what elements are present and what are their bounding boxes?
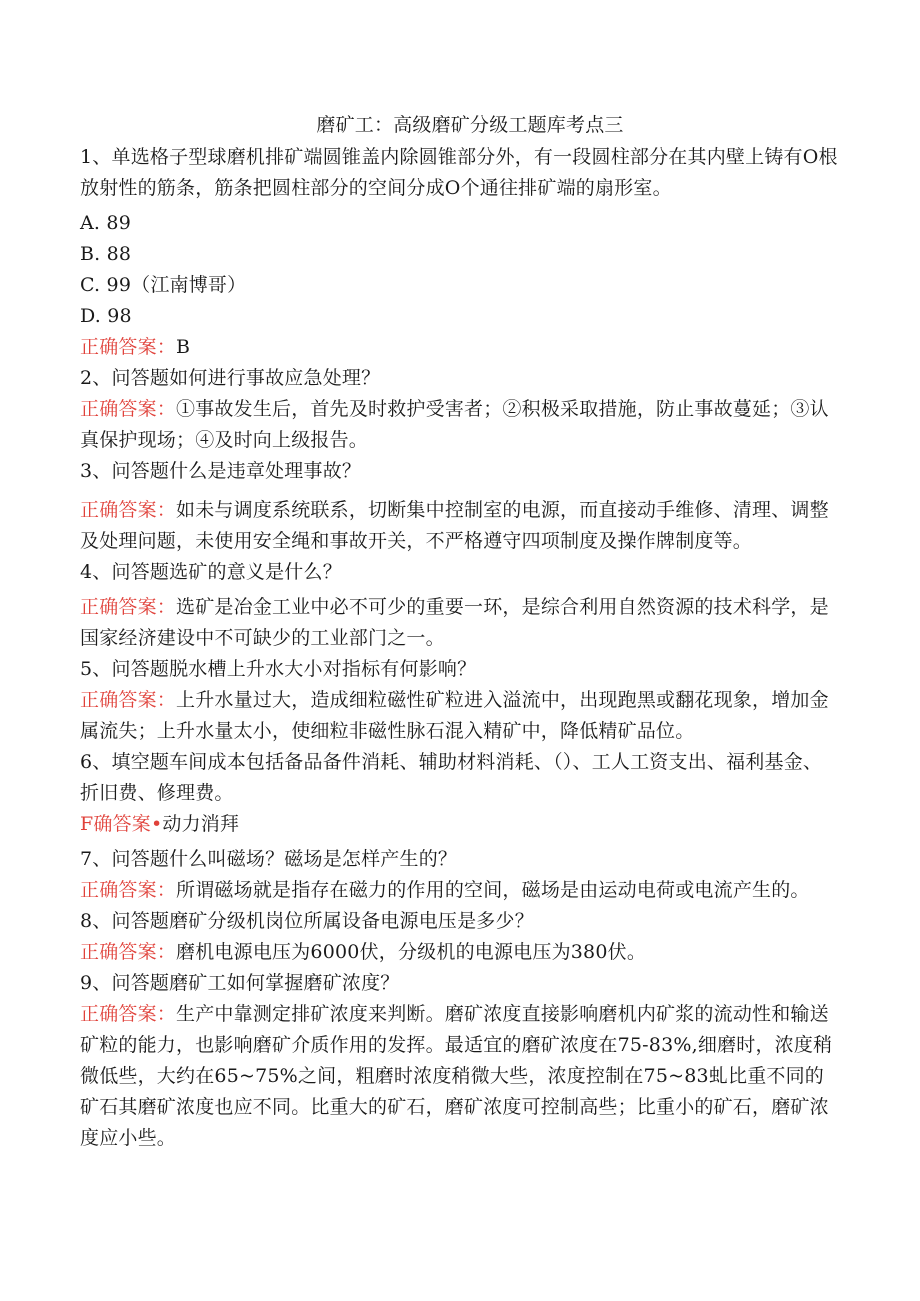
answer-label: 正确答案：	[80, 879, 177, 901]
answer-text: 动力消拜	[162, 813, 240, 835]
answer-text: 选矿是冶金工业中必不可少的重要一环，是综合利用自然资源的技术科学，是国家经济建设中不可缺少的工业部门之一。	[80, 596, 829, 649]
question-block-7	[80, 840, 840, 906]
answer-label: 正确答案：	[80, 941, 177, 963]
answer	[80, 592, 840, 654]
document-page	[80, 108, 840, 1154]
question-block-3	[80, 456, 840, 557]
answer-text: ①事故发生后，首先及时救护受害者；②积极采取措施，防止事故蔓延；③认真保护现场；④及时向上级报告。	[80, 398, 829, 451]
option-d: D. 98	[80, 305, 132, 327]
answer	[80, 332, 840, 363]
question-block-8	[80, 906, 840, 968]
question-text: 4、问答题选矿的意义是什么？	[80, 561, 342, 583]
answer-label: 正确答案：	[80, 1003, 177, 1025]
answer-text: 生产中靠测定排矿浓度来判断。磨矿浓度直接影响磨机内矿浆的流动性和输送矿粒的能力，也影响磨矿介质作用的发挥。最适宜的磨矿浓度在75-83%,细磨时，浓度稍微低些，大约在65~75%之间，粗磨时浓度稍微大些，浓度控制在75~83虬比重不同的矿石其磨矿浓度也应不同。比重大的矿石，磨矿浓度可控制高些；比重小的矿石，磨矿浓度应小些。	[80, 1003, 833, 1149]
answer-text: B	[176, 336, 191, 358]
answer-text: 如未与调度系统联系，切断集中控制室的电源，而直接动手维修、清理、调整及处理问题，未使用安全绳和事故开关，不严格遵守四项制度及操作牌制度等。	[80, 499, 829, 552]
answer	[80, 999, 840, 1154]
question-text: 3、问答题什么是违章处理事故？	[80, 460, 362, 482]
answer-text: 上升水量过大，造成细粒磁性矿粒进入溢流中，出现跑黑或翻花现象，增加金属流失；上升水量太小，使细粒非磁性脉石混入精矿中，降低精矿品位。	[80, 689, 829, 742]
page-title: 磨矿工：高级磨矿分级工题库考点三	[316, 114, 624, 136]
question-block-6	[80, 747, 840, 840]
question-block-2	[80, 363, 840, 456]
answer	[80, 685, 840, 747]
answer	[80, 875, 840, 906]
answer-label: 正确答案：	[80, 336, 177, 358]
answer	[80, 394, 840, 456]
question-block-5	[80, 654, 840, 747]
question-text: 1、单选格子型球磨机排矿端圆锥盖内除圆锥部分外，有一段圆柱部分在其内壁上铸有O根放射性的筋条，筋条把圆柱部分的空间分成O个通往排矿端的扇形室。	[80, 146, 838, 199]
answer-text: 所谓磁场就是指存在磁力的作用的空间，磁场是由运动电荷或电流产生的。	[176, 879, 810, 901]
question-text: 8、问答题磨矿分级机岗位所属设备电源电压是多少？	[80, 910, 534, 932]
answer-text: 磨机电源电压为6000伏，分级机的电源电压为380伏。	[176, 941, 647, 963]
question-block-4	[80, 557, 840, 654]
answer	[80, 495, 840, 557]
question-text: 9、问答题磨矿工如何掌握磨矿浓度？	[80, 972, 400, 994]
option-a: A. 89	[80, 212, 131, 234]
answer	[80, 937, 840, 968]
answer-label: 正确答案：	[80, 499, 177, 521]
answer-label: 正确答案：	[80, 689, 177, 711]
option-c: C. 99（江南博哥）	[80, 274, 247, 296]
answer-label: 正确答案：	[80, 596, 177, 618]
answer	[80, 809, 840, 840]
answer-label: F确答案•	[80, 813, 163, 835]
option-b: B. 88	[80, 243, 132, 265]
question-block-9	[80, 968, 840, 1154]
question-text: 6、填空题车间成本包括备品备件消耗、辅助材料消耗、（）、工人工资支出、福利基金、折旧费、修理费。	[80, 751, 823, 804]
question-text: 7、问答题什么叫磁场？磁场是怎样产生的？	[80, 848, 458, 870]
question-text: 5、问答题脱水槽上升水大小对指标有何影响？	[80, 658, 477, 680]
answer-label: 正确答案：	[80, 398, 177, 420]
question-block-1	[80, 142, 840, 363]
question-text: 2、问答题如何进行事故应急处理？	[80, 367, 381, 389]
